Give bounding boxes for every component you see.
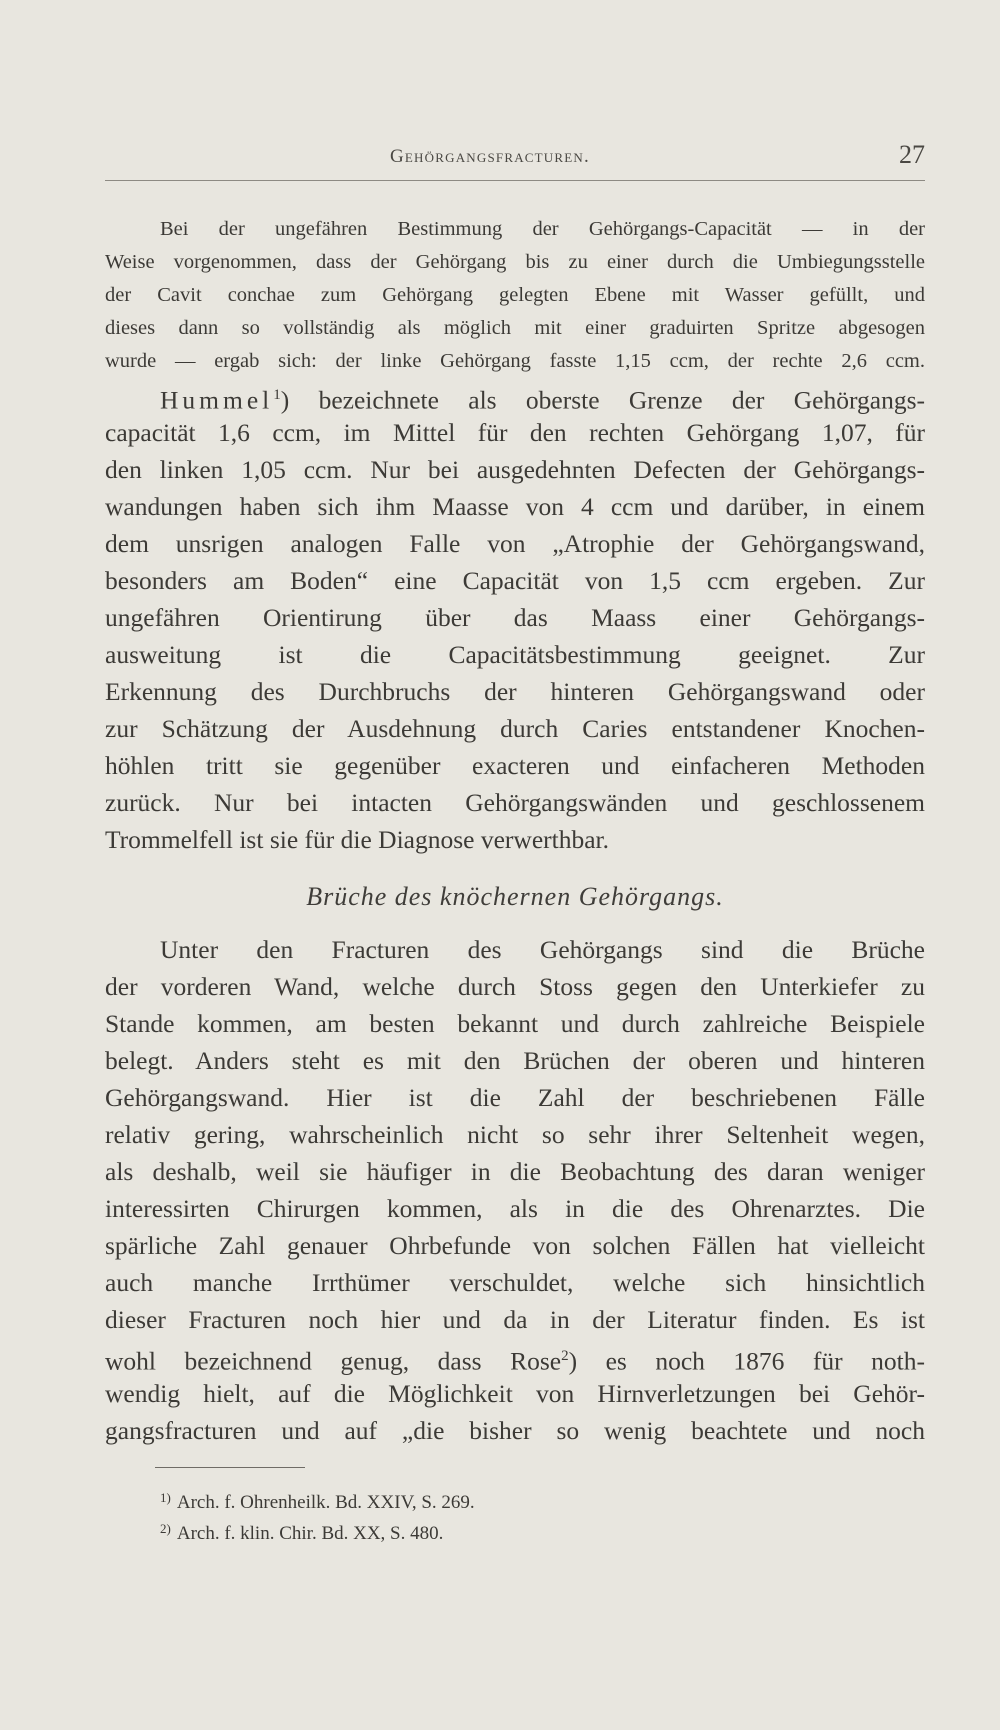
text-line: Bei der ungefähren Bestimmung der Gehörgangs-Capacität — in der	[160, 218, 925, 240]
text-line: wandungen haben sich ihm Maasse von 4 ccm und darüber, in einem	[105, 492, 925, 521]
text-line: spärliche Zahl genauer Ohrbefunde von solchen Fällen hat vielleicht	[105, 1231, 925, 1260]
text-line: interessirten Chirurgen kommen, als in die des Ohrenarztes. Die	[105, 1194, 925, 1223]
text-line: Trommelfell ist sie für die Diagnose verwerthbar.	[105, 825, 609, 854]
text-line: zur Schätzung der Ausdehnung durch Caries entstandener Knochen-	[105, 714, 925, 743]
text-line: den linken 1,05 ccm. Nur bei ausgedehnten Defecten der Gehörgangs-	[105, 455, 925, 484]
text-line: Weise vorgenommen, dass der Gehörgang bis zu einer durch die Umbiegungsstelle	[105, 251, 925, 273]
text-line: ausweitung ist die Capacitätsbestimmung geeignet. Zur	[105, 640, 925, 669]
text-line: capacität 1,6 ccm, im Mittel für den rechten Gehörgang 1,07, für	[105, 418, 925, 447]
text-line: der vorderen Wand, welche durch Stoss gegen den Unterkiefer zu	[105, 972, 925, 1001]
author-name: Hummel	[160, 385, 274, 415]
footnote-ref: 2	[561, 1348, 569, 1364]
text-line: Erkennung des Durchbruchs der hinteren Gehörgangswand oder	[105, 677, 925, 706]
footnotes	[160, 1482, 760, 1544]
page-number: 27	[899, 140, 925, 169]
text-line: zurück. Nur bei intacten Gehörgangswänden und geschlossenem	[105, 788, 925, 817]
text-line	[160, 377, 925, 414]
text-line: Unter den Fracturen des Gehörgangs sind die Brüche	[160, 935, 925, 964]
text-line: dem unsrigen analogen Falle von „Atrophie der Gehörgangswand,	[105, 529, 925, 558]
footnote-mark: 1)	[160, 1490, 171, 1505]
text-line: Gehörgangswand. Hier ist die Zahl der beschriebenen Fälle	[105, 1083, 925, 1112]
footnote-item	[160, 1513, 760, 1544]
text-line: Stande kommen, am besten bekannt und durch zahlreiche Beispiele	[105, 1009, 925, 1038]
text-line: belegt. Anders steht es mit den Brüchen der oberen und hinteren	[105, 1046, 925, 1075]
text-line: dieser Fracturen noch hier und da in der Literatur finden. Es ist	[105, 1305, 925, 1334]
text-line: wendig hielt, auf die Möglichkeit von Hirnverletzungen bei Gehör-	[105, 1379, 925, 1408]
text-line: gangsfracturen und auf „die bisher so wenig beachtete und noch	[105, 1416, 925, 1445]
footnote-item	[160, 1482, 760, 1513]
footnote-text: Arch. f. klin. Chir. Bd. XX, S. 480.	[176, 1523, 444, 1544]
text-line: relativ gering, wahrscheinlich nicht so sehr ihrer Seltenheit wegen,	[105, 1120, 925, 1149]
footnote-mark: 2)	[160, 1521, 171, 1536]
text-segment: wohl bezeichnend genug, dass Rose	[105, 1346, 562, 1376]
text-line: ungefähren Orientirung über das Maass einer Gehörgangs-	[105, 603, 925, 632]
text-line: der Cavit conchae zum Gehörgang gelegten Ebene mit Wasser gefüllt, und	[105, 284, 925, 306]
text-line: höhlen tritt sie gegenüber exacteren und einfacheren Methoden	[105, 751, 925, 780]
text-line: dieses dann so vollständig als möglich mit einer graduirten Spritze abgesogen	[105, 317, 925, 339]
text-segment: ) es noch 1876 für noth-	[568, 1346, 925, 1376]
section-heading: Brüche des knöchernen Gehörgangs.	[306, 882, 724, 911]
text-line	[105, 1338, 925, 1375]
running-head: Gehörgangsfracturen.	[390, 146, 590, 167]
text-line: besonders am Boden“ eine Capacität von 1,5 ccm ergeben. Zur	[105, 566, 925, 595]
text-line: auch manche Irrthümer verschuldet, welche sich hinsichtlich	[105, 1268, 925, 1297]
page-header	[105, 140, 925, 181]
footnote-ref: 1	[273, 387, 281, 403]
text-line: wurde — ergab sich: der linke Gehörgang fasste 1,15 ccm, der rechte 2,6 ccm.	[105, 350, 925, 372]
text-segment: ) bezeichnete als oberste Grenze der Gehörgangs-	[280, 385, 925, 415]
footnote-divider	[155, 1467, 305, 1468]
text-line: als deshalb, weil sie häufiger in die Beobachtung des daran weniger	[105, 1157, 925, 1186]
footnote-text: Arch. f. Ohrenheilk. Bd. XXIV, S. 269.	[176, 1492, 475, 1513]
